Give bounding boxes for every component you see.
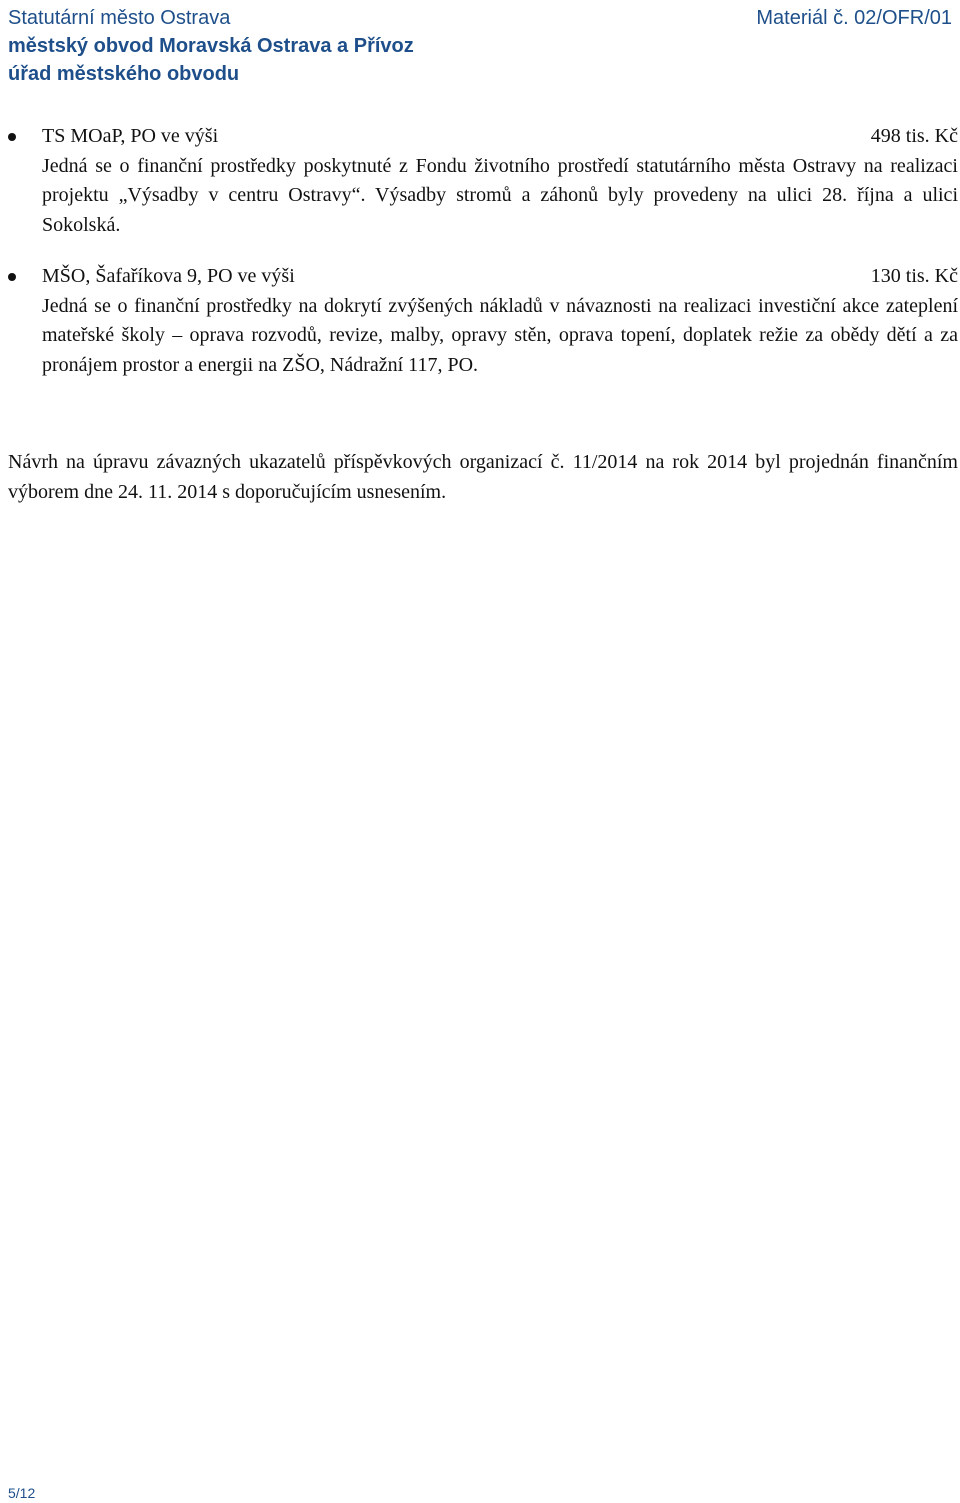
item-description: Jedná se o finanční prostředky na dokrytí zvýšených nákladů v návaznosti na realizaci investiční akce zateplení mateřské školy – oprava rozvodů, revize, malby, opravy stěn, oprava topení, doplatek režie za obědy dětí a za pronájem prostor a energii na ZŠO, Nádražní 117, PO. [42, 294, 958, 376]
office-name: úřad městského obvodu [8, 63, 240, 85]
item-heading [42, 262, 958, 292]
item-name: MŠO, Šafaříkova 9, PO ve výši [42, 265, 295, 287]
document-header [8, 4, 952, 88]
bullet-icon [8, 133, 16, 141]
page-number: 5/12 [8, 1485, 36, 1501]
item-amount: 498 tis. Kč [870, 125, 958, 147]
document-body [0, 122, 960, 507]
district-name: městský obvod Moravská Ostrava a Přívoz [8, 35, 414, 57]
item-heading [42, 122, 958, 152]
summary-paragraph: Návrh na úpravu závazných ukazatelů příspěvkových organizací č. 11/2014 na rok 2014 byl projednán finančním výborem dne 24. 11. 2014 s doporučujícím usnesením. [8, 451, 958, 503]
list-item [42, 122, 958, 240]
list-item [42, 262, 958, 380]
organization-name: Statutární město Ostrava [8, 7, 231, 29]
item-amount: 130 tis. Kč [870, 265, 958, 287]
item-name: TS MOaP, PO ve výši [42, 125, 219, 147]
material-number: Materiál č. 02/OFR/01 [756, 7, 952, 29]
item-description: Jedná se o finanční prostředky poskytnuté z Fondu životního prostředí statutárního města Ostravy na realizaci projektu „Výsadby v centru Ostravy“. Výsadby stromů a záhonů byly provedeny na ulici 28. října a ulici Sokolská. [42, 154, 958, 236]
header-top-row [8, 4, 952, 32]
bullet-icon [8, 273, 16, 281]
